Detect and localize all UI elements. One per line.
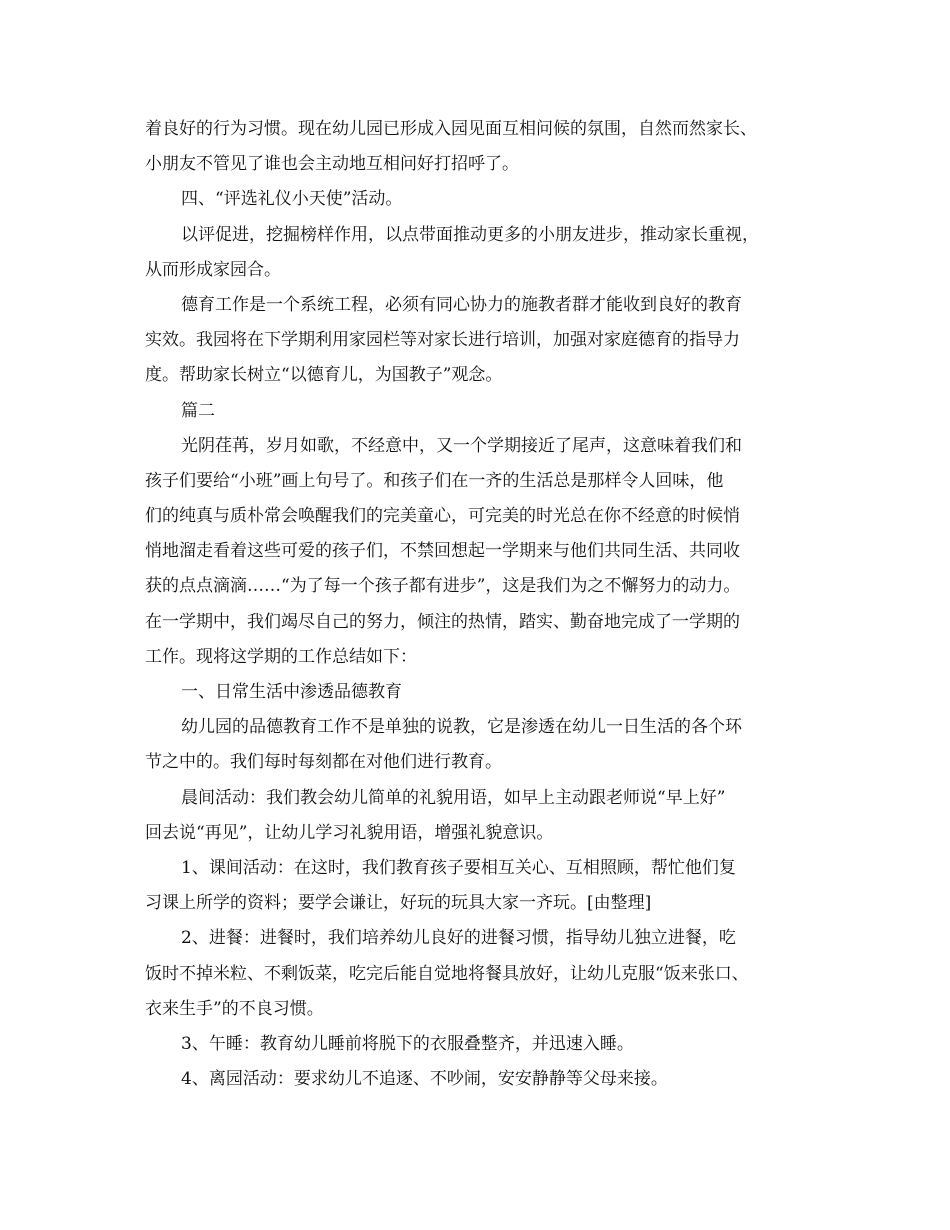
text-line: 晨间活动：我们教会幼儿简单的礼貌用语，如早上主动跟老师说“早上好” <box>181 787 726 808</box>
text-line: 以评促进，挖掘榜样作用，以点带面推动更多的小朋友进步，推动家长重视， <box>181 224 759 245</box>
text-line: 从而形成家园合。 <box>145 259 281 280</box>
text-line: 在一学期中，我们竭尽自己的努力，倾注的热情，踏实、勤奋地完成了一学期的 <box>145 611 740 632</box>
text-line: 2、进餐：进餐时，我们培养幼儿良好的进餐习惯，指导幼儿独立进餐，吃 <box>181 928 736 949</box>
text-line: 节之中的。我们每时每刻都在对他们进行教育。 <box>145 752 502 773</box>
text-line: 光阴荏苒，岁月如歌，不经意中，又一个学期接近了尾声，这意味着我们和 <box>181 435 742 456</box>
text-line: 德育工作是一个系统工程，必须有同心协力的施教者群才能收到良好的教育 <box>181 294 742 315</box>
part-heading: 篇二 <box>181 400 215 421</box>
text-line: 悄地溜走看着这些可爱的孩子们，不禁回想起一学期来与他们共同生活、共同收 <box>145 541 740 562</box>
text-line: 工作。现将这学期的工作总结如下： <box>145 646 417 667</box>
text-line: 幼儿园的品德教育工作不是单独的说教，它是渗透在幼儿一日生活的各个环 <box>181 717 742 738</box>
text-line: 饭时不掉米粒、不剩饭菜，吃完后能自觉地将餐具放好，让幼儿克服“饭来张口、 <box>145 963 749 984</box>
text-line: 习课上所学的资料；要学会谦让，好玩的玩具大家一齐玩。[由整理] <box>145 893 652 914</box>
text-line: 度。帮助家长树立“以德育儿，为国教子”观念。 <box>145 365 503 386</box>
section-heading: 一、日常生活中渗透品德教育 <box>181 682 402 702</box>
text-line: 小朋友不管见了谁也会主动地互相问好打招呼了。 <box>145 154 519 175</box>
text-line: 3、午睡：教育幼儿睡前将脱下的衣服叠整齐，并迅速入睡。 <box>181 1033 634 1054</box>
text-line: 回去说“再见”，让幼儿学习礼貌用语，增强礼貌意识。 <box>145 822 554 843</box>
text-line: 实效。我园将在下学期利用家园栏等对家长进行培训，加强对家庭德育的指导力 <box>145 330 740 351</box>
text-line: 获的点点滴滴……“为了每一个孩子都有进步”，这是我们为之不懈努力的动力。 <box>145 576 741 597</box>
text-line: 着良好的行为习惯。现在幼儿园已形成入园见面互相问候的氛围，自然而然家长、 <box>145 119 757 139</box>
section-heading: 四、“评选礼仪小天使”活动。 <box>181 189 403 210</box>
document-body <box>145 112 825 1097</box>
text-line: 1、课间活动：在这时，我们教育孩子要相互关心、互相照顾，帮忙他们复 <box>181 857 736 878</box>
text-line: 衣来生手”的不良习惯。 <box>145 998 324 1019</box>
text-line: 们的纯真与质朴常会唤醒我们的完美童心，可完美的时光总在你不经意的时候悄 <box>145 506 740 527</box>
text-line: 4、离园活动：要求幼儿不追逐、不吵闹，安安静静等父母来接。 <box>181 1069 668 1090</box>
text-line: 孩子们要给“小班”画上句号了。和孩子们在一齐的生活总是那样令人回味，他 <box>145 470 724 491</box>
